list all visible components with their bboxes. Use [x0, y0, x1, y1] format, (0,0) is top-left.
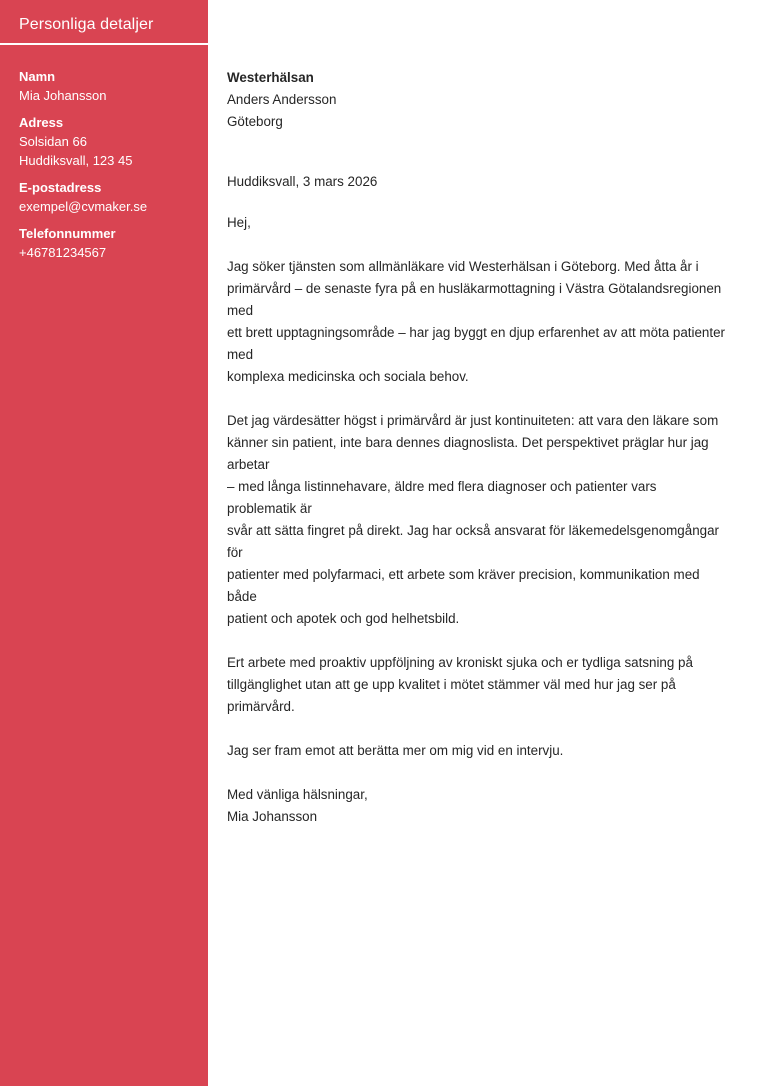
letter-date: Huddiksvall, 3 mars 2026	[227, 174, 378, 189]
closing: Med vänliga hälsningar,	[227, 787, 368, 802]
paragraph-line: patient och apotek och god helhetsbild.	[227, 611, 460, 626]
name-field	[19, 67, 208, 105]
paragraph-line: svår att sätta fingret på direkt. Jag har också ansvarat för läkemedelsgenomgångar för	[227, 523, 719, 560]
phone-label: Telefonnummer	[19, 226, 116, 241]
phone-value: +46781234567	[19, 245, 107, 260]
personal-details	[0, 45, 208, 262]
greeting: Hej,	[227, 215, 251, 230]
sidebar-title: Personliga detaljer	[0, 0, 208, 45]
paragraph-line: känner sin patient, inte bara dennes diagnoslista. Det perspektivet präglar hur jag arbetar	[227, 435, 709, 472]
sidebar	[0, 0, 208, 1086]
name-value: Mia Johansson	[19, 88, 107, 103]
paragraph-line: – med långa listinnehavare, äldre med flera diagnoser och patienter vars problematik är	[227, 479, 657, 516]
signature: Mia Johansson	[227, 809, 318, 824]
paragraph-line: Jag ser fram emot att berätta mer om mig vid en intervju.	[227, 743, 564, 758]
paragraph-line: Ert arbete med proaktiv uppföljning av kroniskt sjuka och er tydliga satsning på	[227, 655, 693, 670]
paragraph-line: ett brett upptagningsområde – har jag byggt en djup erfarenhet av att möta patienter med	[227, 325, 726, 362]
recipient-name: Anders Andersson	[227, 92, 337, 107]
address-label: Adress	[19, 115, 64, 130]
paragraph-line: Det jag värdesätter högst i primärvård är just kontinuiteten: att vara den läkare som	[227, 413, 719, 428]
paragraph-line: tillgänglighet utan att ge upp kvalitet i mötet stämmer väl med hur jag ser på primärvård.	[227, 677, 676, 714]
recipient-company: Westerhälsan	[227, 70, 314, 85]
name-label: Namn	[19, 69, 56, 84]
paragraph-line: Jag söker tjänsten som allmänläkare vid Westerhälsan i Göteborg. Med åtta år i	[227, 259, 699, 274]
paragraph-2	[227, 410, 727, 630]
letter-body	[227, 67, 727, 828]
paragraph-line: primärvård – de senaste fyra på en husläkarmottagning i Västra Götalandsregionen med	[227, 281, 722, 318]
email-value: exempel@cvmaker.se	[19, 199, 148, 214]
paragraph-line: komplexa medicinska och sociala behov.	[227, 369, 469, 384]
recipient-block	[227, 67, 727, 133]
paragraph-line: patienter med polyfarmaci, ett arbete som kräver precision, kommunikation med både	[227, 567, 700, 604]
address-field	[19, 113, 208, 170]
paragraph-3	[227, 652, 727, 718]
address-city: Huddiksvall, 123 45	[19, 153, 133, 168]
paragraph-1	[227, 256, 727, 388]
phone-field	[19, 224, 208, 262]
address-street: Solsidan 66	[19, 134, 87, 149]
paragraph-4	[227, 740, 727, 762]
email-field	[19, 178, 208, 216]
email-label: E-postadress	[19, 180, 102, 195]
signoff-block	[227, 784, 727, 828]
recipient-city: Göteborg	[227, 114, 283, 129]
